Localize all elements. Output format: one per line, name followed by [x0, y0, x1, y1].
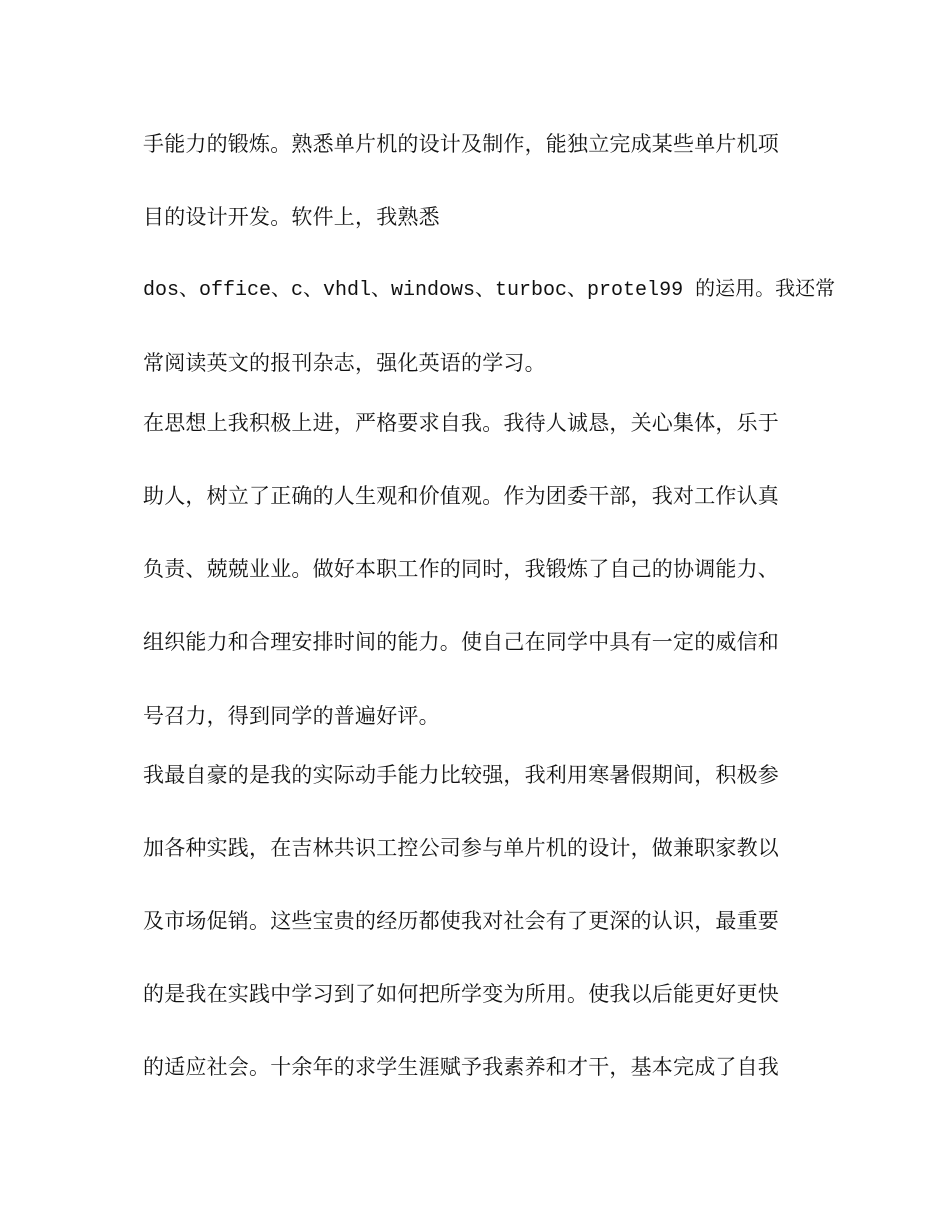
text-line: 的适应社会。十余年的求学生涯赋予我素养和才干，基本完成了自我: [143, 1055, 779, 1079]
text-line: 助人，树立了正确的人生观和价值观。作为团委干部，我对工作认真: [143, 484, 779, 508]
text-line: 手能力的锻炼。熟悉单片机的设计及制作，能独立完成某些单片机项: [143, 132, 779, 156]
text-line: 我最自豪的是我的实际动手能力比较强，我利用寒暑假期间，积极参: [143, 763, 779, 787]
text-line: 负责、兢兢业业。做好本职工作的同时，我锻炼了自己的协调能力、: [143, 557, 779, 581]
text-line: 常阅读英文的报刊杂志，强化英语的学习。: [143, 351, 546, 375]
text-line: dos、office、c、vhdl、windows、turboc、protel99 的运用。我还常: [143, 279, 836, 302]
text-line: 目的设计开发。软件上，我熟悉: [143, 205, 440, 229]
text-line: 号召力，得到同学的普遍好评。: [143, 704, 440, 728]
text-line: 组织能力和合理安排时间的能力。使自己在同学中具有一定的威信和: [143, 630, 779, 654]
text-line: 加各种实践，在吉林共识工控公司参与单片机的设计，做兼职家教以: [143, 836, 779, 860]
text-line: 在思想上我积极上进，严格要求自我。我待人诚恳，关心集体，乐于: [143, 411, 779, 435]
text-line: 及市场促销。这些宝贵的经历都使我对社会有了更深的认识，最重要: [143, 909, 779, 933]
text-line: 的是我在实践中学习到了如何把所学变为所用。使我以后能更好更快: [143, 982, 779, 1006]
